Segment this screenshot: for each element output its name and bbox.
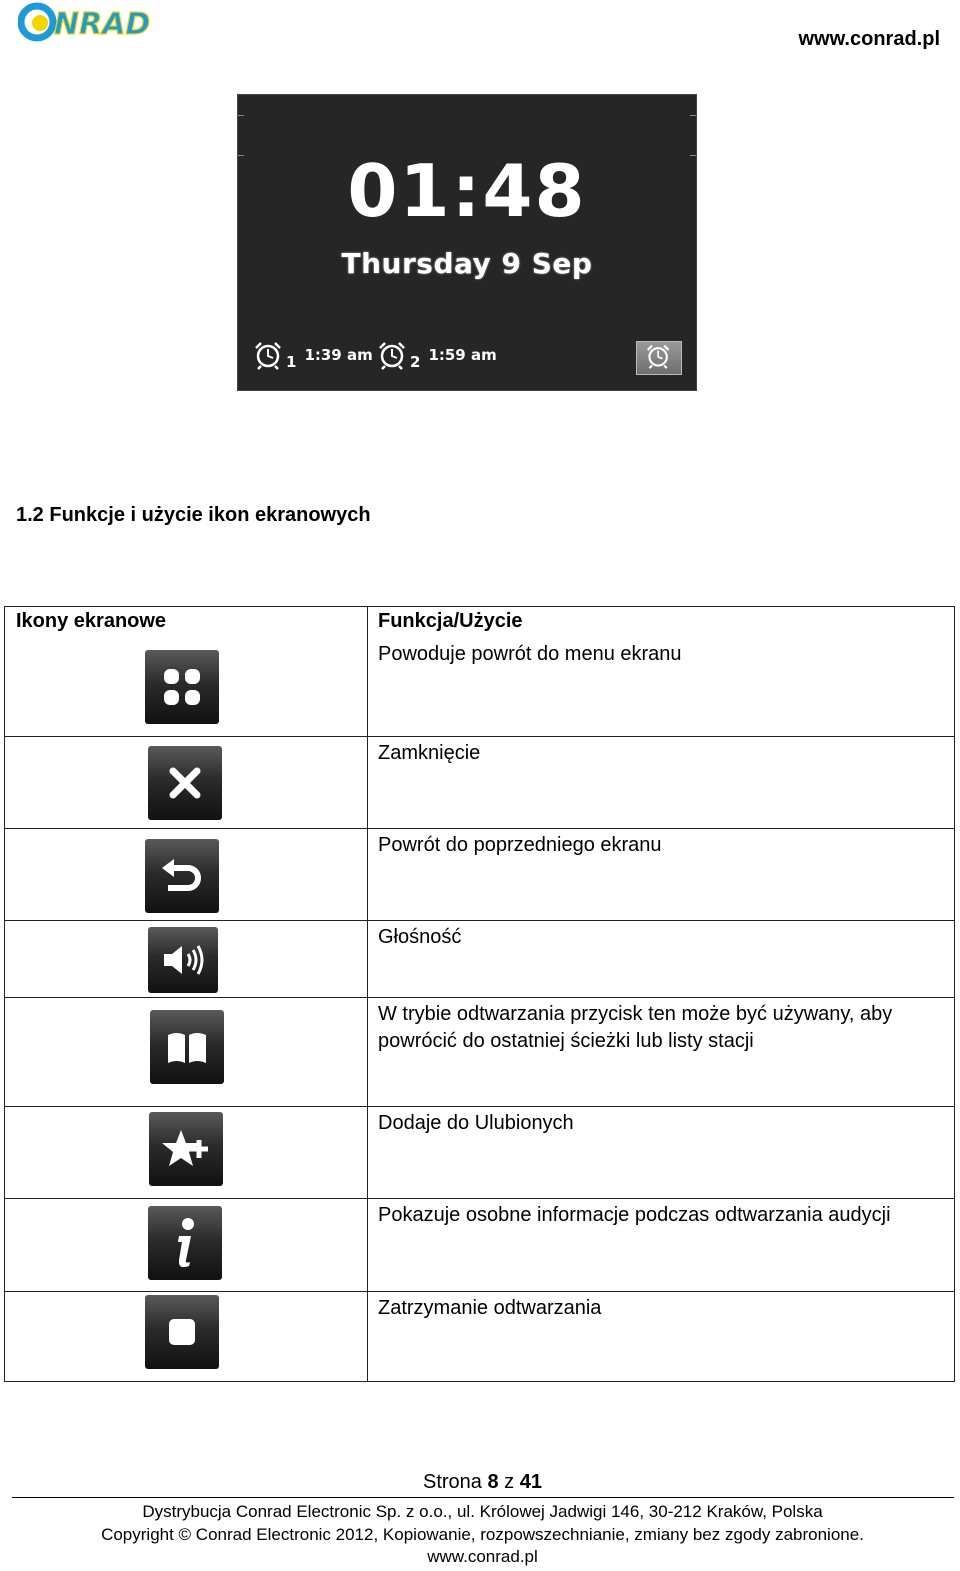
menu-icon [145, 650, 219, 724]
footer-url: www.conrad.pl [427, 1547, 538, 1566]
icon-cell [5, 1291, 368, 1381]
star-plus-icon [149, 1112, 223, 1186]
alarm-clock-icon [376, 340, 410, 370]
icon-cell [5, 828, 368, 920]
icon-cell [5, 1198, 368, 1291]
alarm-1 [252, 339, 373, 371]
icon-cell [5, 920, 368, 997]
description-cell: W trybie odtwarzania przycisk ten może być używany, aby powrócić do ostatniej ścieżki lub listy stacji [368, 997, 955, 1106]
alarm-2 [376, 339, 497, 371]
section-title: 1.2 Funkcje i użycie ikon ekranowych [16, 504, 371, 526]
alarm-clock-icon [252, 340, 286, 370]
footer-divider [12, 1497, 954, 1498]
alarm-row [252, 339, 682, 375]
table-row [5, 1291, 955, 1381]
table-header-row [5, 607, 955, 639]
table-row [5, 997, 955, 1106]
svg-text:NRAD: NRAD [54, 7, 151, 42]
page-number [0, 1471, 960, 1494]
icon-cell [5, 997, 368, 1106]
page-prefix: Strona [423, 1471, 488, 1493]
alarm-1-number: 1 [286, 353, 297, 371]
footer-copyright: Copyright © Conrad Electronic 2012, Kopiowanie, rozpowszechnianie, zmiany bez zgody zabronione. [101, 1524, 864, 1544]
icon-cell [5, 736, 368, 828]
description-cell: Głośność [368, 920, 955, 997]
footer [0, 1501, 960, 1569]
alarm-settings-button[interactable] [636, 341, 682, 375]
book-icon [150, 1010, 224, 1084]
alarm-2-time: 1:59 am [428, 346, 497, 364]
table-row [5, 736, 955, 828]
page-sep: z [498, 1471, 520, 1493]
table-row [5, 1106, 955, 1198]
clock-time: 01:48 [347, 149, 587, 233]
clock-screen [237, 94, 697, 391]
description-cell: Pokazuje osobne informacje podczas odtwarzania audycji [368, 1198, 955, 1291]
table-row [5, 828, 955, 920]
description-cell: Powoduje powrót do menu ekranu [368, 638, 955, 736]
conrad-logo [18, 2, 174, 42]
page-total: 41 [519, 1471, 542, 1493]
table-row [5, 1198, 955, 1291]
icon-function-table [4, 606, 955, 1382]
description-cell: Zatrzymanie odtwarzania [368, 1291, 955, 1381]
table-row [5, 638, 955, 736]
footer-address: Dystrybucja Conrad Electronic Sp. z o.o., ul. Królowej Jadwigi 146, 30-212 Kraków, Polska [142, 1502, 823, 1521]
alarm-settings-icon [644, 343, 674, 373]
icon-cell [5, 1106, 368, 1198]
page-current: 8 [487, 1471, 499, 1493]
description-cell: Powrót do poprzedniego ekranu [368, 828, 955, 920]
back-arrow-icon [145, 839, 219, 913]
site-url: www.conrad.pl [798, 28, 940, 50]
description-cell: Zamknięcie [368, 736, 955, 828]
stop-icon [145, 1295, 219, 1369]
description-cell: Dodaje do Ulubionych [368, 1106, 955, 1198]
header-icons: Ikony ekranowe [5, 607, 368, 639]
info-icon [148, 1206, 222, 1280]
alarm-2-number: 2 [410, 353, 421, 371]
header-function: Funkcja/Użycie [368, 607, 955, 639]
clock-date: Thursday 9 Sep [341, 247, 593, 280]
icon-cell [5, 638, 368, 736]
volume-icon [148, 927, 218, 993]
table-row [5, 920, 955, 997]
alarm-1-time: 1:39 am [304, 346, 373, 364]
close-icon [148, 746, 222, 820]
